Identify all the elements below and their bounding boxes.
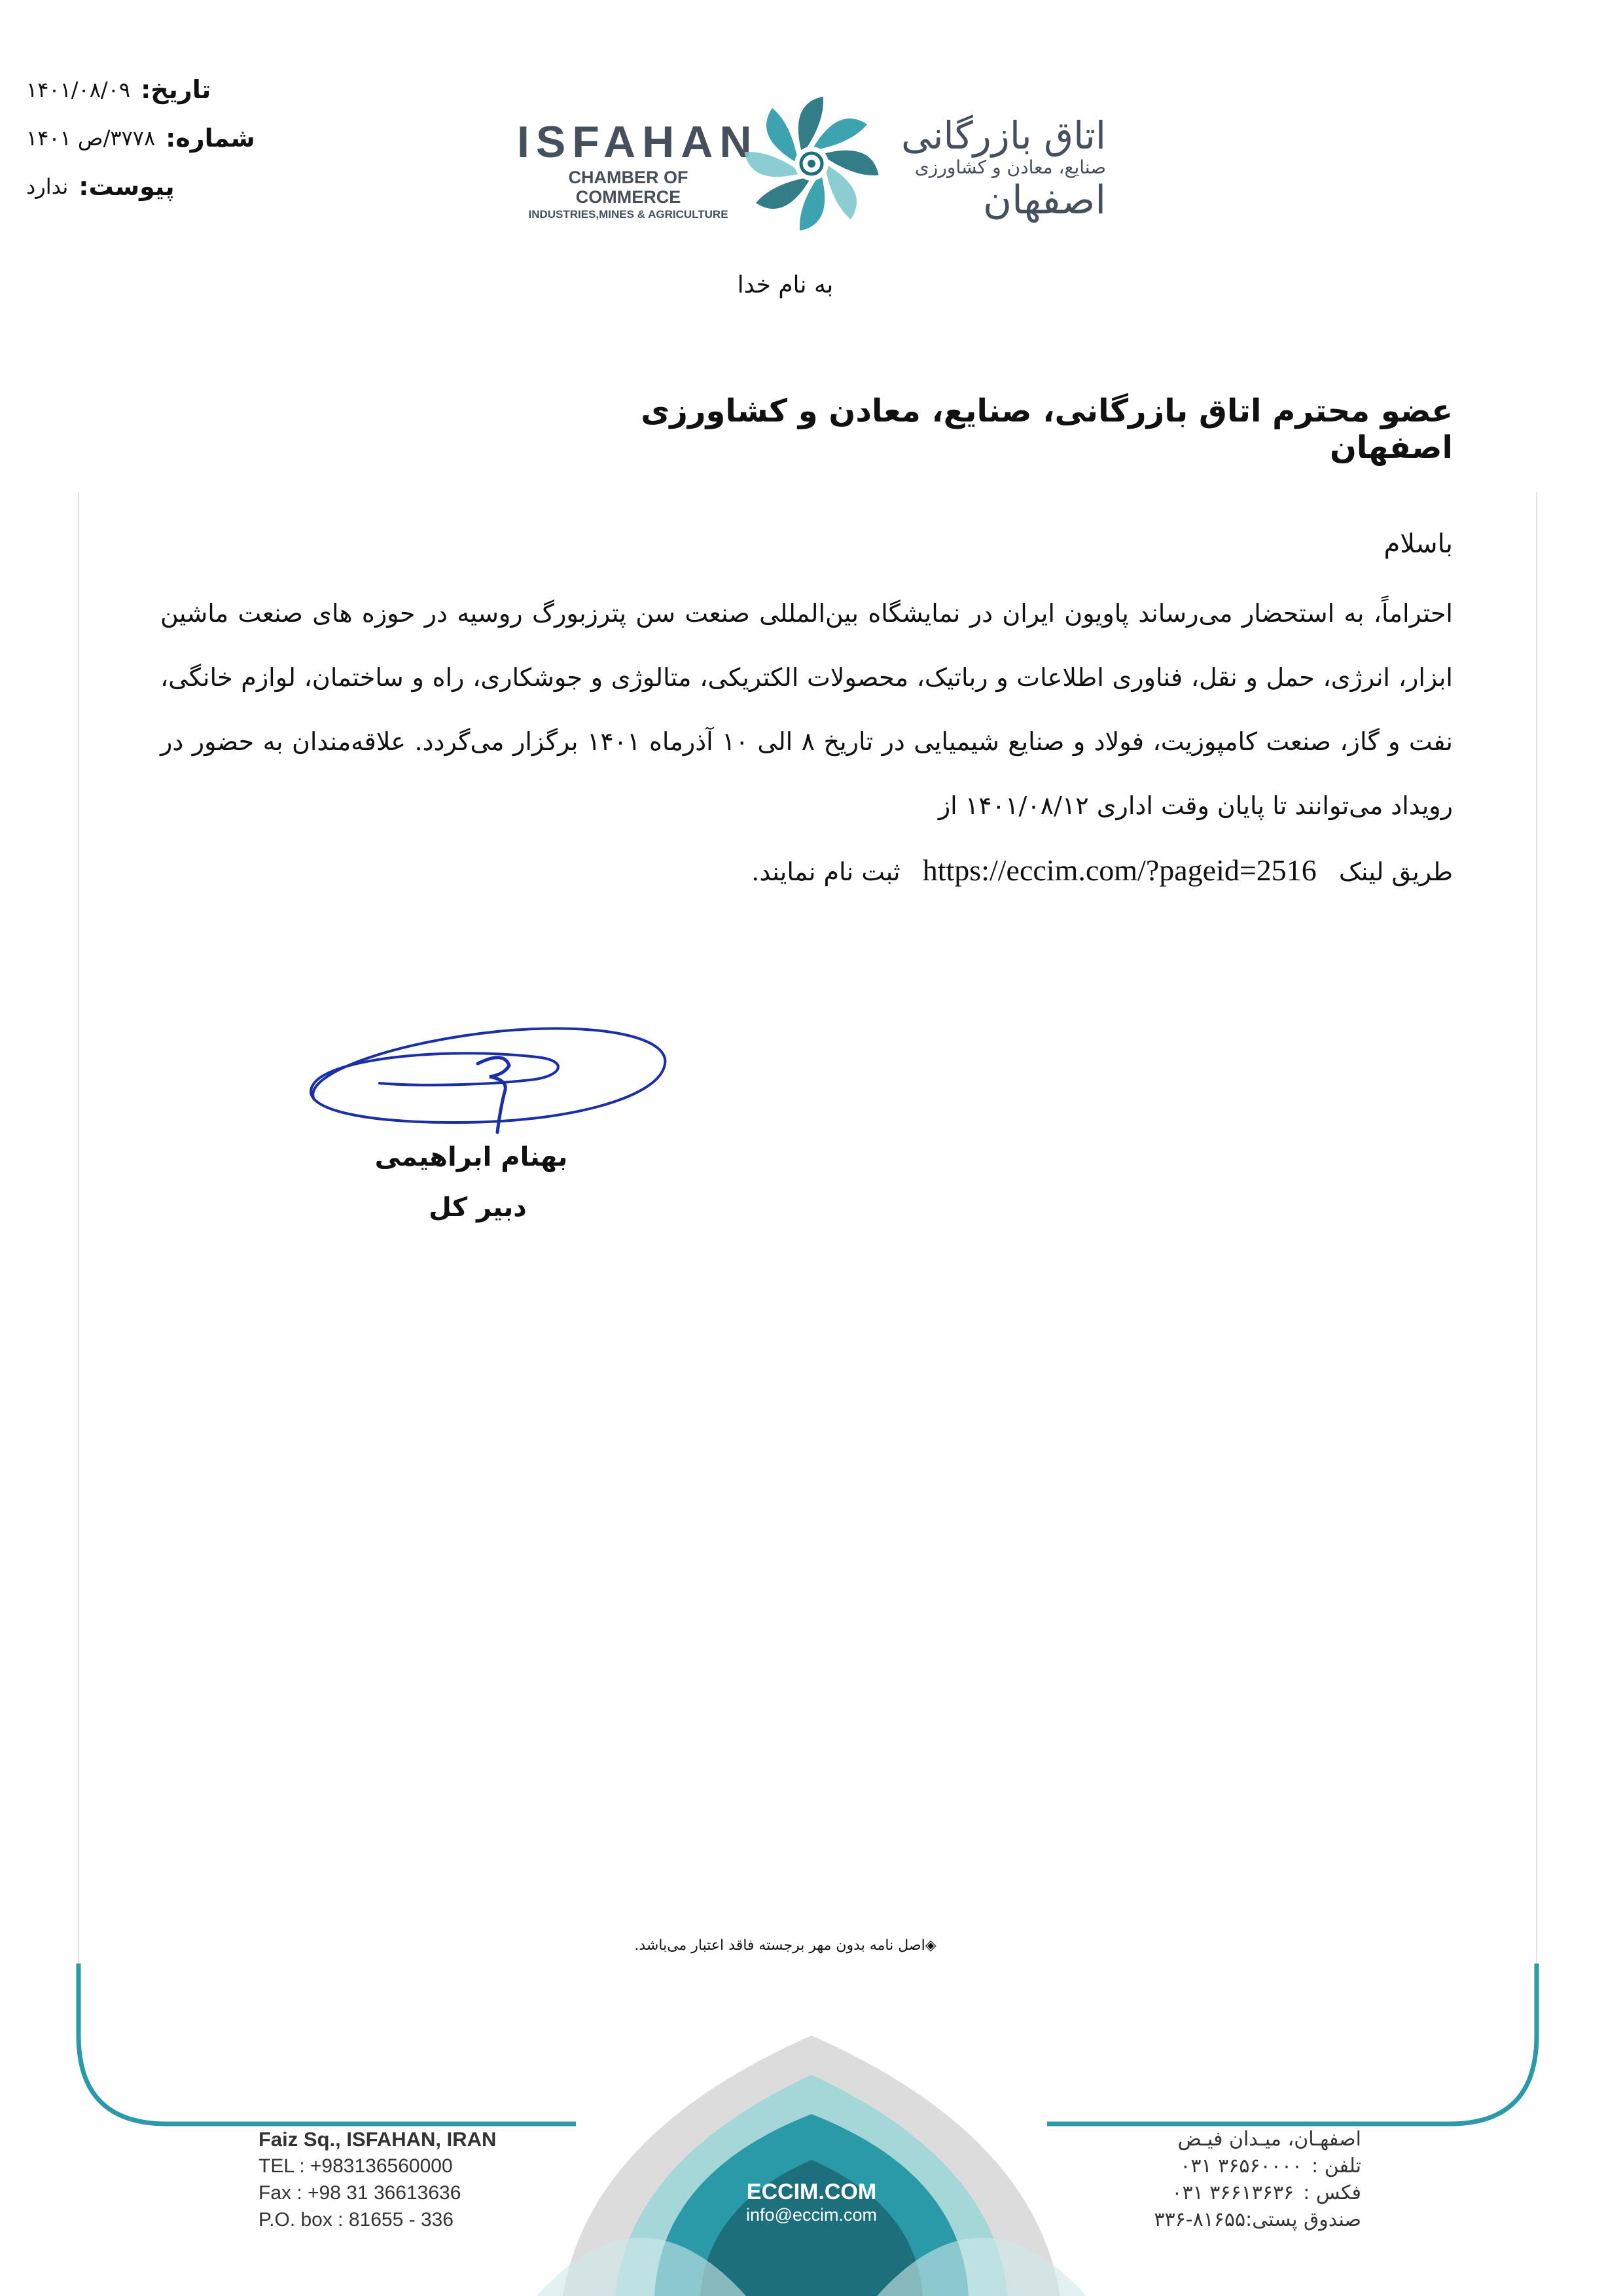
footer-fax-fa-value: ۰۳۱ ۳۶۶۱۳۶۳۶	[1171, 2181, 1294, 2204]
attachment-value: ندارد	[26, 174, 69, 199]
footer-ornament	[537, 2036, 1086, 2296]
logo-fa-line3: اصفهان	[983, 177, 1106, 223]
letter-paragraph: احتراماً، به استحضار می‌رساند پاویون ایران در نمایشگاه بین‌المللی صنعت سن پترزبورگ روسیه در حوزه های صنعت ماشین ابزار، انرژی، حمل و نقل، فناوری اطلاعات و رباتیک، محصولات الکتریکی، متالوژی و جوشکاری، راه و ساختمان، لوازم خانگی، نفت و گاز، صنعت کامپوزیت، فولاد و صنایع شیمیایی در تاریخ ۸ الی ۱۰ آذرماه ۱۴۰۱ برگزار می‌گردد. علاقه‌مندان به حضور در رویداد می‌توانند تا پایان وقت اداری ۱۴۰۱/۰۸/۱۲ از	[160, 599, 1453, 820]
greeting: باسلام	[1383, 529, 1453, 559]
signatory-title: دبیر کل	[429, 1193, 527, 1223]
attachment-row	[26, 162, 262, 211]
validity-note: ◈اصل نامه بدون مهر برجسته فاقد اعتبار می‌باشد.	[634, 1937, 936, 1954]
footer-fax-fa	[1060, 2179, 1361, 2206]
link-suffix: ثبت نام نمایند.	[751, 857, 901, 886]
number-label: شماره:	[166, 124, 255, 152]
footer-tel-fa-value: ۰۳۱ ۳۶۵۶۰۰۰۰	[1180, 2155, 1303, 2178]
logo-tagline: INDUSTRIES,MINES & AGRICULTURE	[528, 208, 728, 221]
footer-address-fa: اصفهـان، میـدان فیـض	[1177, 2128, 1361, 2151]
footer-tel-fa-label: تلفن :	[1311, 2155, 1361, 2178]
footer-fax-en: Fax : +98 31 36613636	[259, 2182, 461, 2204]
attachment-label: پیوست:	[79, 172, 175, 201]
footer-persian-contact	[1060, 2126, 1361, 2233]
date-value: ۱۴۰۱/۰۸/۰۹	[26, 77, 131, 102]
footer-pobox-fa: صندوق پستی:۸۱۶۵۵-۳۳۶	[1154, 2208, 1361, 2231]
registration-link[interactable]: https://eccim.com/?pageid=2516	[922, 853, 1317, 887]
logo-persian-text	[890, 115, 1106, 222]
date-row	[26, 65, 262, 114]
footer-tel-fa	[1060, 2153, 1361, 2179]
number-row	[26, 114, 262, 162]
logo-fa-line1: اتاق بازرگانی	[901, 113, 1106, 158]
addressee-heading: عضو محترم اتاق بازرگانی، صنایع، معادن و کشاورزی اصفهان	[641, 393, 1453, 466]
footer-english-contact	[259, 2126, 520, 2233]
number-value: ۳۷۷۸/ص ۱۴۰۱	[26, 126, 156, 151]
signatory-name: بهنام ابراهیمی	[374, 1142, 568, 1172]
footer-website[interactable]: ECCIM.COM	[746, 2179, 877, 2204]
footer-pobox-en: P.O. box : 81655 - 336	[259, 2209, 454, 2231]
footer-tel-en: TEL : +983136560000	[259, 2155, 453, 2177]
logo-subtitle: CHAMBER OF COMMERCE	[568, 168, 688, 207]
footer-fax-fa-label: فکس :	[1303, 2181, 1361, 2204]
footer-email[interactable]: info@eccim.com	[746, 2205, 877, 2225]
handwritten-signature	[288, 1001, 681, 1158]
registration-link-line	[160, 844, 1453, 898]
link-prefix: طریق لینک	[1338, 857, 1453, 886]
bismillah: به نام خدا	[737, 272, 834, 298]
date-label: تاریخ:	[141, 75, 211, 104]
footer-address-en: Faiz Sq., ISFAHAN, IRAN	[259, 2128, 497, 2151]
logo-title: ISFAHAN	[517, 117, 758, 167]
footer-web-contact	[733, 2179, 890, 2225]
logo-fa-line2: صنایع، معادن و کشاورزی	[914, 156, 1106, 178]
logo-english-text	[517, 117, 758, 221]
chamber-logo-icon	[740, 95, 883, 232]
letter-meta	[26, 65, 262, 211]
